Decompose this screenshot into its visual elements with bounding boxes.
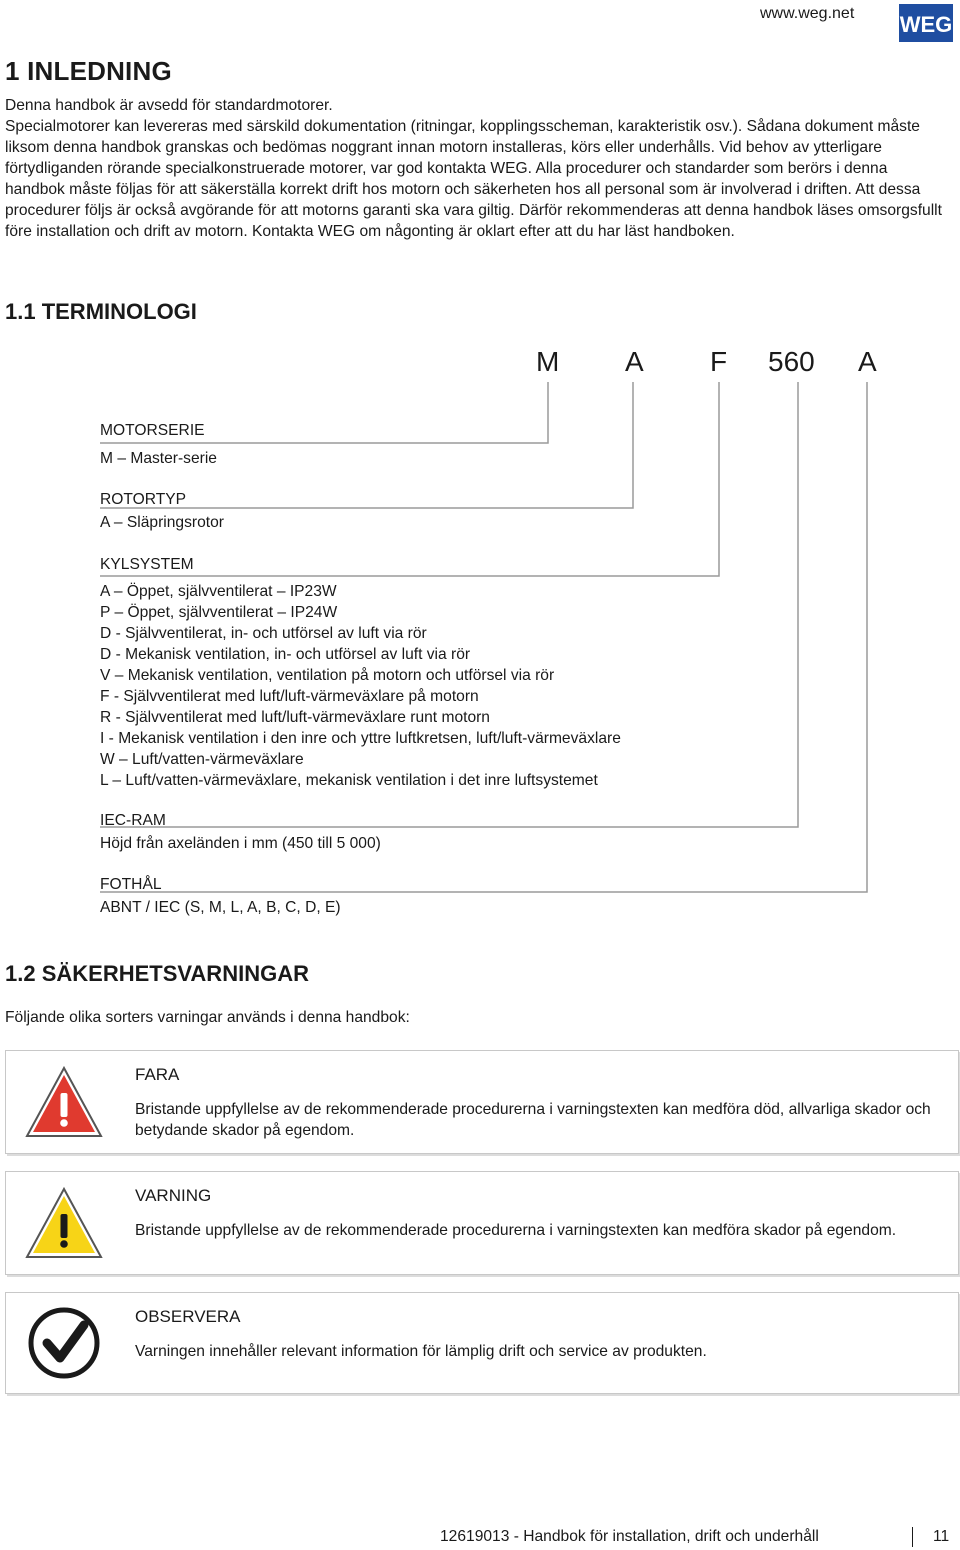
code-letter-a: A [625,346,644,377]
iecram-label: IEC-RAM [100,812,166,829]
danger-title: FARA [135,1065,180,1084]
kylsystem-item: L – Luft/vatten-värmeväxlare, mekanisk ventilation i det inre luftsystemet [100,772,598,789]
danger-triangle-icon [24,1065,104,1141]
fothal-label: FOTHÅL [100,876,162,893]
header-url[interactable]: www.weg.net [760,5,855,22]
kylsystem-item: A – Öppet, självventilerat – IP23W [100,583,337,600]
warning-triangle-icon [24,1186,104,1262]
rotortyp-label: ROTORTYP [100,491,187,508]
intro-line-1: Denna handbok är avsedd för standardmotorer. [5,97,333,114]
footer-separator [912,1527,913,1547]
safety-title: 1.2 SÄKERHETSVARNINGAR [5,961,309,986]
note-box [5,1292,959,1394]
rotortyp-desc: A – Släpringsrotor [100,514,224,531]
warning-title: VARNING [135,1186,212,1205]
fothal-desc: ABNT / IEC (S, M, L, A, B, C, D, E) [100,899,341,916]
check-circle-icon [24,1305,104,1381]
kylsystem-item: W – Luft/vatten-värmeväxlare [100,751,304,768]
logo-text: WEG [899,12,953,37]
code-letter-m: M [536,346,560,377]
danger-box [5,1050,959,1154]
danger-text: Bristande uppfyllelse av de rekommenderade procedurerna i varningstexten kan medföra död, allvarliga skador och betydande skador på egendom. [135,1101,931,1139]
safety-intro: Följande olika sorters varningar används i denna handbok: [5,1009,410,1026]
code-letter-f: F [710,346,728,377]
page-number: 11 [933,1528,950,1545]
note-text: Varningen innehåller relevant information för lämplig drift och service av produkten. [135,1343,707,1360]
note-title: OBSERVERA [135,1307,241,1326]
kylsystem-list [100,581,621,791]
section-title: 1 INLEDNING [5,56,172,86]
connector-kylsystem [100,382,719,576]
kylsystem-item: R - Självventilerat med luft/luft-värmeväxlare runt motorn [100,709,490,726]
kylsystem-item: F - Självventilerat med luft/luft-värmeväxlare på motorn [100,688,479,705]
warning-text: Bristande uppfyllelse av de rekommenderade procedurerna i varningstexten kan medföra skador på egendom. [135,1222,897,1239]
kylsystem-item: D - Självventilerat, in- och utförsel av luft via rör [100,625,427,642]
kylsystem-item: V – Mekanisk ventilation, ventilation på motorn och utförsel via rör [100,667,555,684]
kylsystem-item: D - Mekanisk ventilation, in- och utförsel av luft via rör [100,646,471,663]
code-letter-a2: A [858,346,877,377]
kylsystem-item: P – Öppet, självventilerat – IP24W [100,604,338,621]
code-number-560: 560 [768,346,815,377]
terminology-title: 1.1 TERMINOLOGI [5,299,197,324]
footer-doc-title: 12619013 - Handbok för installation, drift och underhåll [440,1528,819,1545]
iecram-desc: Höjd från axeländen i mm (450 till 5 000) [100,835,381,852]
motorserie-desc: M – Master-serie [100,450,217,467]
kylsystem-label: KYLSYSTEM [100,556,194,573]
motorserie-label: MOTORSERIE [100,422,205,439]
kylsystem-item: I - Mekanisk ventilation i den inre och yttre luftkretsen, luft/luft-värmeväxlare [100,730,621,747]
warning-box [5,1171,959,1275]
intro-line-2: Specialmotorer kan levereras med särskild dokumentation (ritningar, kopplingsscheman, karakteristik osv.). Sådana dokument måste liksom denna handbok granskas och bedömas noggrant innan motorn installeras, körs eller underhålls. Vid behov av ytterligare förtydliganden rörande specialkonstruerade motorer, var god kontakta WEG. Alla procedurer och standarder som berörs i denna handbok måste följas för att säkerställa korrekt drift hos motorn och säkerheten hos all personal som är involverad i driften. Att dessa procedurer följs är också avgörande för att motorns garanti ska vara giltig. Därför rekommenderas att denna handbok läses omsorgsfullt före installation och drift av motorn. Kontakta WEG om någonting är oklart efter att du har läst handboken. [5,118,942,240]
